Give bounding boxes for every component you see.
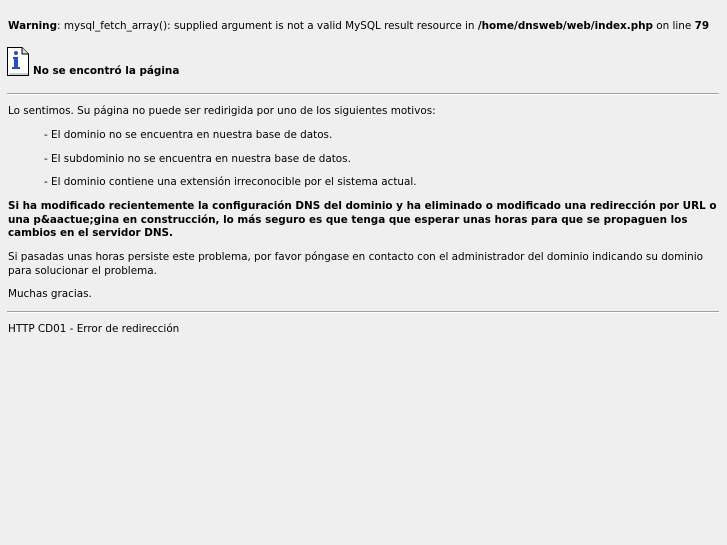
reason-item: - El dominio no se encuentra en nuestra base de datos. xyxy=(44,129,333,141)
warning-path: /home/dnsweb/web/index.php xyxy=(477,20,653,32)
page-title: No se encontró la página xyxy=(33,64,180,77)
warning-line: 79 xyxy=(694,20,710,32)
dns-note: Si ha modificado recientemente la configuración DNS del dominio y ha eliminado o modificado una redirección por URL o una p&aactue;gina en construcción, lo más seguro es que tenga que esperar unas horas para que se propaguen los cambios en el servidor DNS. xyxy=(8,200,717,239)
footer-text: HTTP CD01 - Error de redirección xyxy=(8,323,180,335)
page-header xyxy=(7,47,179,76)
divider xyxy=(7,93,719,95)
intro-text: Lo sentimos. Su página no puede ser redirigida por uno de los siguientes motivos: xyxy=(8,105,436,117)
warning-message: : mysql_fetch_array(): supplied argument is not a valid MySQL result resource in xyxy=(57,20,478,32)
info-icon xyxy=(7,47,29,76)
php-warning xyxy=(8,20,709,34)
divider xyxy=(7,311,719,313)
warning-label: Warning xyxy=(8,20,58,32)
reason-item: - El dominio contiene una extensión irreconocible por el sistema actual. xyxy=(44,176,417,188)
contact-text: Si pasadas unas horas persiste este problema, por favor póngase en contacto con el administrador del dominio indicando su dominio para solucionar el problema. xyxy=(8,251,703,277)
thanks-text: Muchas gracias. xyxy=(8,288,92,300)
warning-line-text: on line xyxy=(652,20,695,32)
reason-item: - El subdominio no se encuentra en nuestra base de datos. xyxy=(44,153,351,165)
